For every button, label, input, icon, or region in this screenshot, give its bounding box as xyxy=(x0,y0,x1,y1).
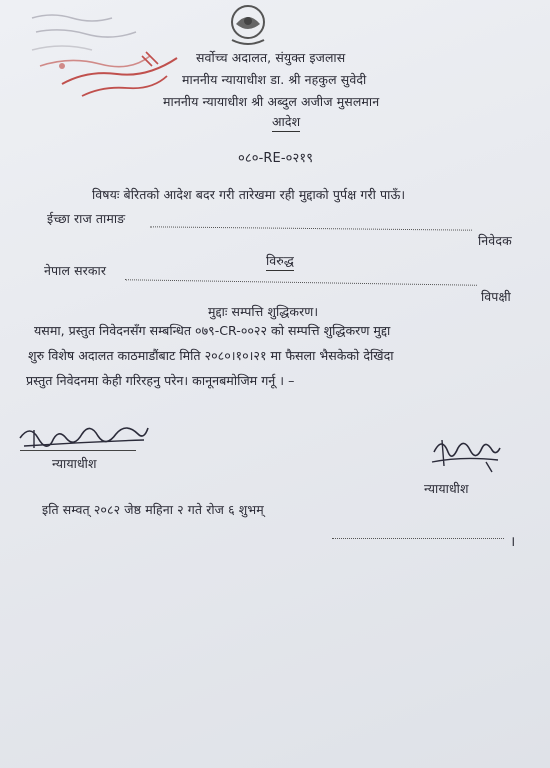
respondent-role: विपक्षी xyxy=(481,289,511,304)
left-signature-label: न्यायाधीश xyxy=(52,456,97,471)
order-body-line: प्रस्तुत निवेदनमा केही गरिरहनु परेन। कानूनबमोजिम गर्नू । – xyxy=(26,373,295,388)
closing-dotted-line xyxy=(332,538,504,539)
closing-end-mark: । xyxy=(510,534,516,550)
court-name: सर्वोच्च अदालत, संयुक्त इजलास xyxy=(196,50,346,65)
versus-label: विरुद्ध xyxy=(266,252,294,271)
case-type: मुद्दाः सम्पत्ति शुद्धिकरण। xyxy=(208,304,319,319)
order-body-line: शुरु विशेष अदालत काठमाडौंबाट मिति २०८०।१०।२१ मा फैसला भैसकेको देखिंदा xyxy=(28,348,394,363)
right-signature-label: न्यायाधीश xyxy=(424,481,469,496)
judge-1-name: माननीय न्यायाधीश डा. श्री नहकुल सुवेदी xyxy=(182,72,367,87)
order-title: आदेश xyxy=(272,113,300,132)
petitioner-role: निवेदक xyxy=(478,233,512,248)
case-number: ०८०-RE-०२१९ xyxy=(238,151,314,166)
respondent-name: नेपाल सरकार xyxy=(44,263,107,278)
order-body-line: यसमा, प्रस्तुत निवेदनसँग सम्बन्धित ०७९-CR-००२२ को सम्पत्ति शुद्धिकरण मुद्दा xyxy=(34,323,391,338)
petitioner-dotted-line xyxy=(150,226,472,230)
subject-line: विषयः बेरितको आदेश बदर गरी तारेखमा रही मुद्दाको पुर्पक्ष गरी पाऊँ। xyxy=(92,187,406,202)
petitioner-name: ईच्छा राज तामाङ xyxy=(47,211,126,226)
court-emblem-icon xyxy=(224,2,272,48)
left-signature-line xyxy=(20,450,136,451)
order-body xyxy=(26,318,524,393)
closing-line: इति सम्वत् २०८२ जेष्ठ महिना २ गते रोज ६ शुभम् xyxy=(42,502,264,517)
respondent-dotted-line xyxy=(125,279,477,286)
left-judge-signature-icon xyxy=(14,420,154,460)
right-judge-signature-icon xyxy=(428,432,508,476)
judge-2-name: माननीय न्यायाधीश श्री अब्दुल अजीज मुसलमान xyxy=(163,94,380,109)
